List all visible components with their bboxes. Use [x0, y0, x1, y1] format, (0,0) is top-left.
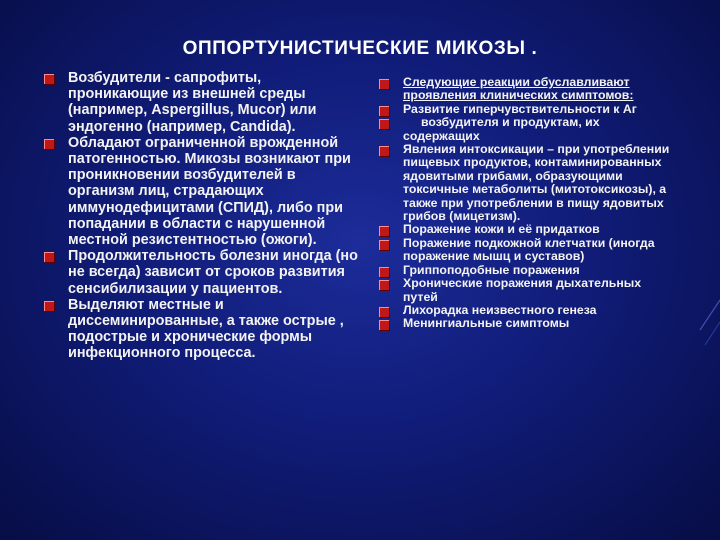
right-bullet-list	[375, 76, 670, 331]
list-item	[375, 103, 670, 116]
list-item	[375, 223, 670, 236]
list-item-text: Поражение кожи и её придатков	[403, 222, 600, 237]
list-item-text: Следующие реакции обуславливают проявления клинических симптомов:	[403, 75, 634, 103]
list-item	[375, 264, 670, 277]
square-bullet-icon	[44, 252, 54, 262]
list-item-text: Лихорадка неизвестного генеза	[403, 302, 597, 317]
list-item	[375, 116, 670, 143]
list-item-text: Продолжительность болезни иногда (но не всегда) зависит от сроков развития сенсибилизации у пациентов.	[68, 248, 358, 297]
square-bullet-icon	[379, 320, 389, 330]
list-item-text: Менингиальные симптомы	[403, 316, 570, 331]
square-bullet-icon	[379, 146, 389, 156]
list-item	[375, 277, 670, 304]
left-bullet-list	[40, 70, 360, 362]
square-bullet-icon	[379, 226, 389, 236]
square-bullet-icon	[379, 240, 389, 250]
square-bullet-icon	[379, 106, 389, 116]
square-bullet-icon	[379, 307, 389, 317]
list-item-text: Гриппоподобные поражения	[403, 262, 580, 277]
list-item-text: Явления интоксикации – при употреблении пищевых продуктов, контаминированных ядовитыми грибами, образующими токсичные метаболиты (митотоксикозы), а также при употреблении в пищу ядовитых грибов (мицетизм).	[403, 142, 670, 224]
list-item	[40, 248, 360, 297]
list-item	[375, 237, 670, 264]
list-item	[40, 135, 360, 248]
list-item	[375, 304, 670, 317]
square-bullet-icon	[379, 119, 389, 129]
square-bullet-icon	[44, 139, 54, 149]
list-item-text: Развитие гиперчувствительности к Аг	[403, 101, 637, 116]
square-bullet-icon	[44, 301, 54, 311]
list-item-text: Поражение подкожной клетчатки (иногда поражение мышц и суставов)	[403, 235, 655, 264]
list-item-text: Возбудители - сапрофиты, проникающие из внешней среды (например, Aspergillus, Mucor) или эндогенно (например, Candida).	[68, 70, 317, 135]
square-bullet-icon	[379, 280, 389, 290]
list-item	[40, 70, 360, 135]
list-item	[40, 297, 360, 362]
list-item-text: Обладают ограниченной врожденной патогенностью. Микозы возникают при проникновении возбудителей в организм лиц, страдающих иммунодефицитами (СПИД), либо при попадании в области с нарушенной местной резистентностью (ожоги).	[68, 134, 351, 249]
list-item	[375, 76, 670, 103]
square-bullet-icon	[379, 79, 389, 89]
list-item-text: возбудителя и продуктам, их содержащих	[403, 115, 600, 143]
square-bullet-icon	[379, 267, 389, 277]
list-item-text: Выделяют местные и диссеминированные, а также острые , подострые и хронические формы инфекционного процесса.	[68, 296, 344, 362]
square-bullet-icon	[44, 74, 54, 84]
list-item-text: Хронические поражения дыхательных путей	[403, 276, 642, 304]
list-item	[375, 317, 670, 330]
list-item	[375, 143, 670, 223]
slide-title: ОППОРТУНИСТИЧЕСКИЕ МИКОЗЫ .	[182, 38, 538, 59]
